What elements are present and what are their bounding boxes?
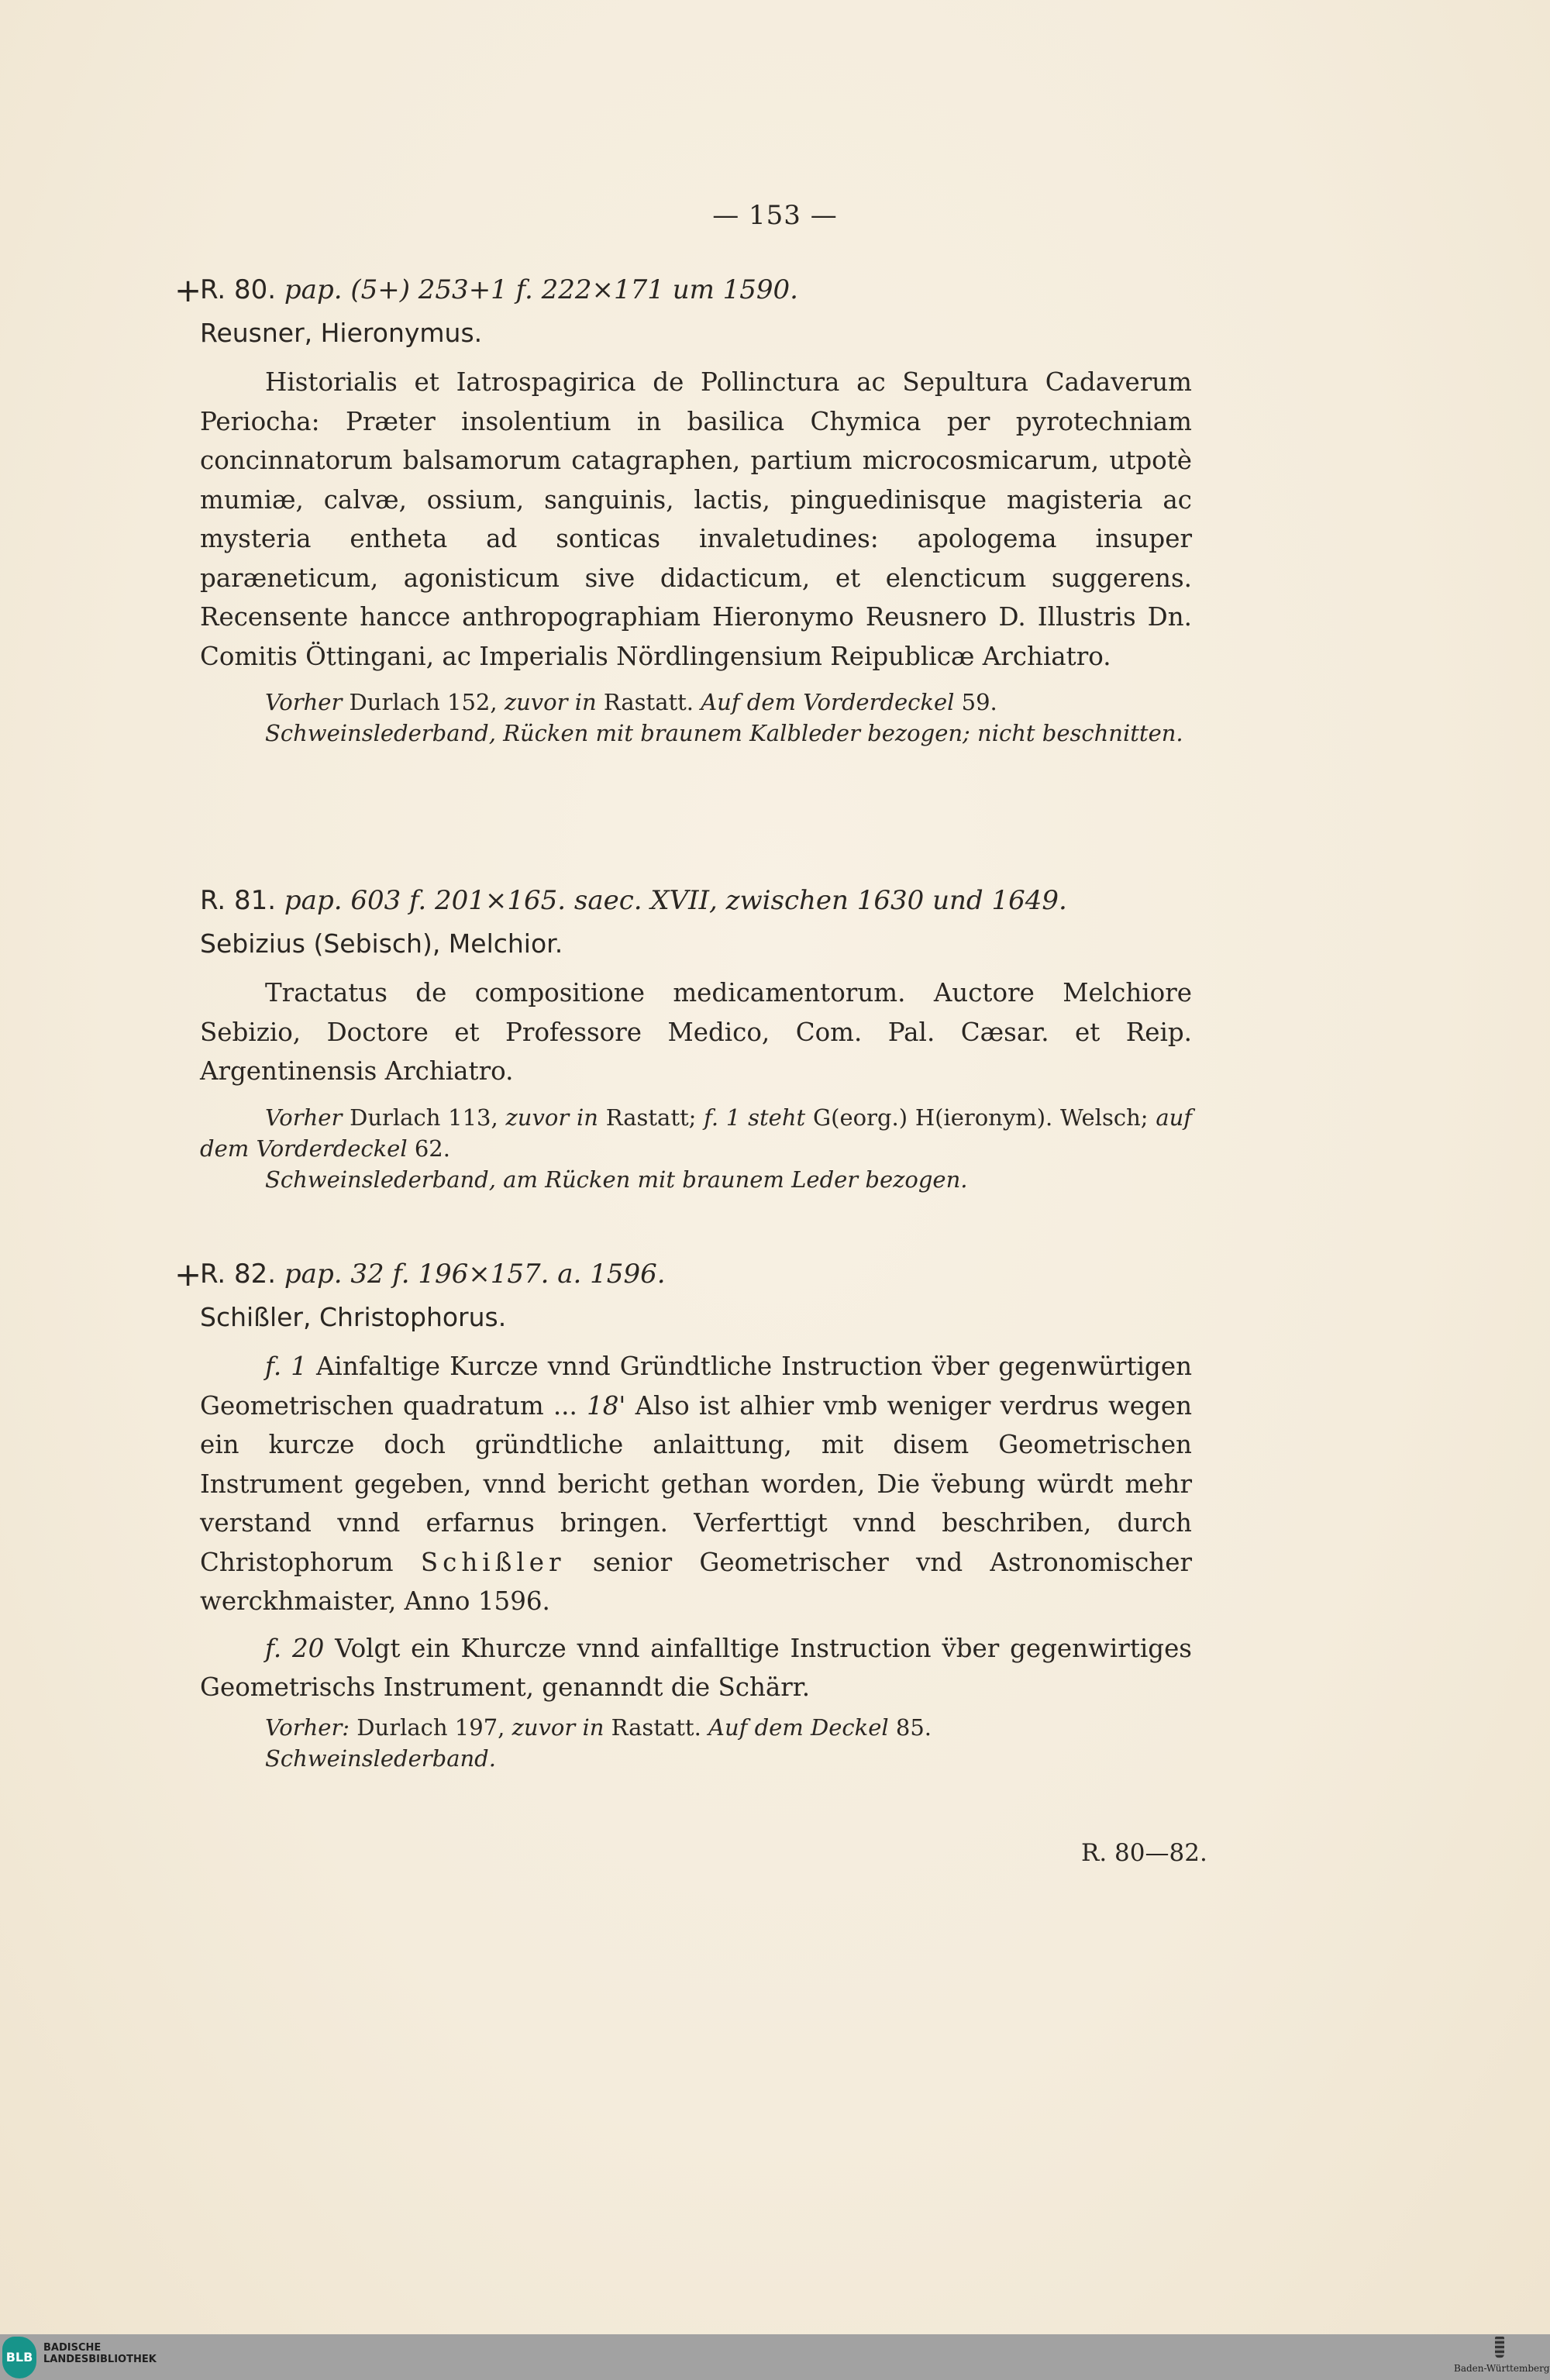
note-text: Durlach 152, (342, 689, 505, 715)
provenance-note (200, 1102, 1192, 1164)
note-italic: zuvor in (505, 1104, 598, 1131)
note-text: Rastatt. (604, 1714, 708, 1741)
shelfmark: R. 81. (200, 885, 277, 916)
entry-heading (200, 883, 1192, 918)
binding-note: Schweinslederband, Rücken mit braunem Kalbleder bezogen; nicht beschnitten. (265, 720, 1183, 746)
note-text: Durlach 197, (350, 1714, 512, 1741)
cross-marker: + (174, 1255, 202, 1293)
note-italic: auf dem Vorderdeckel (200, 1104, 1193, 1162)
title-text: Historialis et Iatrospagirica de Pollinctura ac Sepultura Cadaverum Periocha: Præter insolentium in basilica Chymica per pyrotechniam concinnatorum balsamorum catagraphen, partium microcosmicarum, utpotè mumiæ, calvæ, ossium, sanguinis, lactis, pinguedinisque magisteria ac mysteria entheta ad sonticas invaletudines: apologema insuper paræneticum, agonisticum sive didacticum, et elencticum suggerens. Recensente hancce anthropographiam Hieronymo Reusnero D. Illustris Dn. Comitis Öttingani, ac Imperialis Nördlingensium Reipublicæ Archiatro. (200, 367, 1192, 671)
note-text: G(eorg.) H(ieronym). Welsch; (805, 1104, 1156, 1131)
folio-ref: f. 1 (265, 1352, 307, 1381)
catalog-entry-r80 (174, 271, 1192, 749)
note-italic: Vorher: (265, 1714, 350, 1741)
content-text: senior Geometrischer vnd Astronomischer werckhmaister, Anno 1596. (200, 1547, 1193, 1616)
folio-ref: 18' (587, 1390, 626, 1421)
content-text: Ainfaltige Kurcze vnnd Gründtliche Instruction v̈ber gegenwürtigen Geometrischen quadratum ... (200, 1352, 1193, 1421)
content-text: Volgt ein Khurcze vnnd ainfalltige Instruction v̈ber gegenwirtiges Geometrischs Instrument, genanndt die Schärr. (200, 1633, 1192, 1702)
page-number: — 153 — (712, 200, 838, 231)
range-footer-mark: R. 80—82. (1081, 1839, 1207, 1867)
author-name: Reusner, Hieronymus. (200, 318, 483, 348)
note-italic: Vorher (265, 689, 343, 715)
content-text-2 (200, 1629, 1192, 1707)
blb-logo-icon[interactable]: BLB (2, 2337, 36, 2378)
binding-note: Schweinslederband. (265, 1745, 496, 1772)
entry-heading (200, 1257, 1192, 1291)
catalog-entry-r82 (174, 1255, 1193, 1774)
folio-ref: f. 20 (265, 1633, 325, 1663)
shelfmark: R. 82. (200, 1259, 277, 1290)
entry-heading (200, 273, 1192, 307)
shelfmark: R. 80. (200, 274, 277, 305)
content-text-1 (200, 1347, 1192, 1621)
provenance-note (200, 687, 1192, 718)
note-italic: Auf dem Vorderdeckel (701, 689, 955, 715)
binding-note: Schweinslederband, am Rücken mit braunem Leder bezogen. (265, 1166, 968, 1193)
note-text: Rastatt; (598, 1104, 704, 1131)
provenance-note (200, 1712, 1192, 1743)
note-italic: zuvor in (512, 1714, 604, 1741)
state-name[interactable]: Baden-Württemberg (1454, 2363, 1550, 2374)
note-italic: zuvor in (504, 689, 597, 715)
note-text: Durlach 113, (342, 1104, 506, 1131)
library-name-line1: BADISCHE (43, 2342, 102, 2354)
physical-description: pap. 603 f. 201×165. saec. XVII, zwischen 1630 und 1649. (284, 885, 1067, 916)
physical-description: pap. (5+) 253+1 f. 222×171 um 1590. (284, 274, 798, 305)
library-name[interactable] (43, 2342, 157, 2365)
author-name: Schißler, Christophorus. (200, 1302, 507, 1332)
content-text: Also ist alhier vmb weniger verdrus wegen ein kurcze doch gründtliche anlaittung, mit disem Geometrischen Instrument gegeben, vnnd bericht gethan worden, Die v̈ebung würdt mehr verstand vnnd erfarnus bringen. Verferttigt vnnd beschriben, durch Christophorum (200, 1390, 1192, 1577)
title-text: Tractatus de compositione medicamentorum. Auctore Melchiore Sebizio, Doctore et Professore Medico, Com. Pal. Cæsar. et Reip. Argentinensis Archiatro. (200, 978, 1192, 1086)
catalog-entry-r81 (200, 883, 1192, 1195)
note-italic: Vorher (265, 1104, 343, 1131)
note-text: 85. (888, 1714, 932, 1741)
note-text: 59. (954, 689, 997, 715)
library-name-line2: LANDESBIBLIOTHEK (43, 2354, 157, 2365)
library-footer-bar (0, 2334, 1550, 2380)
note-text: Rastatt. (596, 689, 701, 715)
note-italic: f. 1 steht (704, 1104, 806, 1131)
coat-of-arms-icon (1495, 2337, 1504, 2358)
note-text: 62. (407, 1135, 450, 1162)
note-italic: Auf dem Deckel (708, 1714, 889, 1741)
cross-marker: + (174, 271, 202, 309)
physical-description: pap. 32 f. 196×157. a. 1596. (284, 1259, 666, 1290)
author-name: Sebizius (Sebisch), Melchior. (200, 928, 563, 959)
spaced-name: Schißler (420, 1547, 566, 1577)
